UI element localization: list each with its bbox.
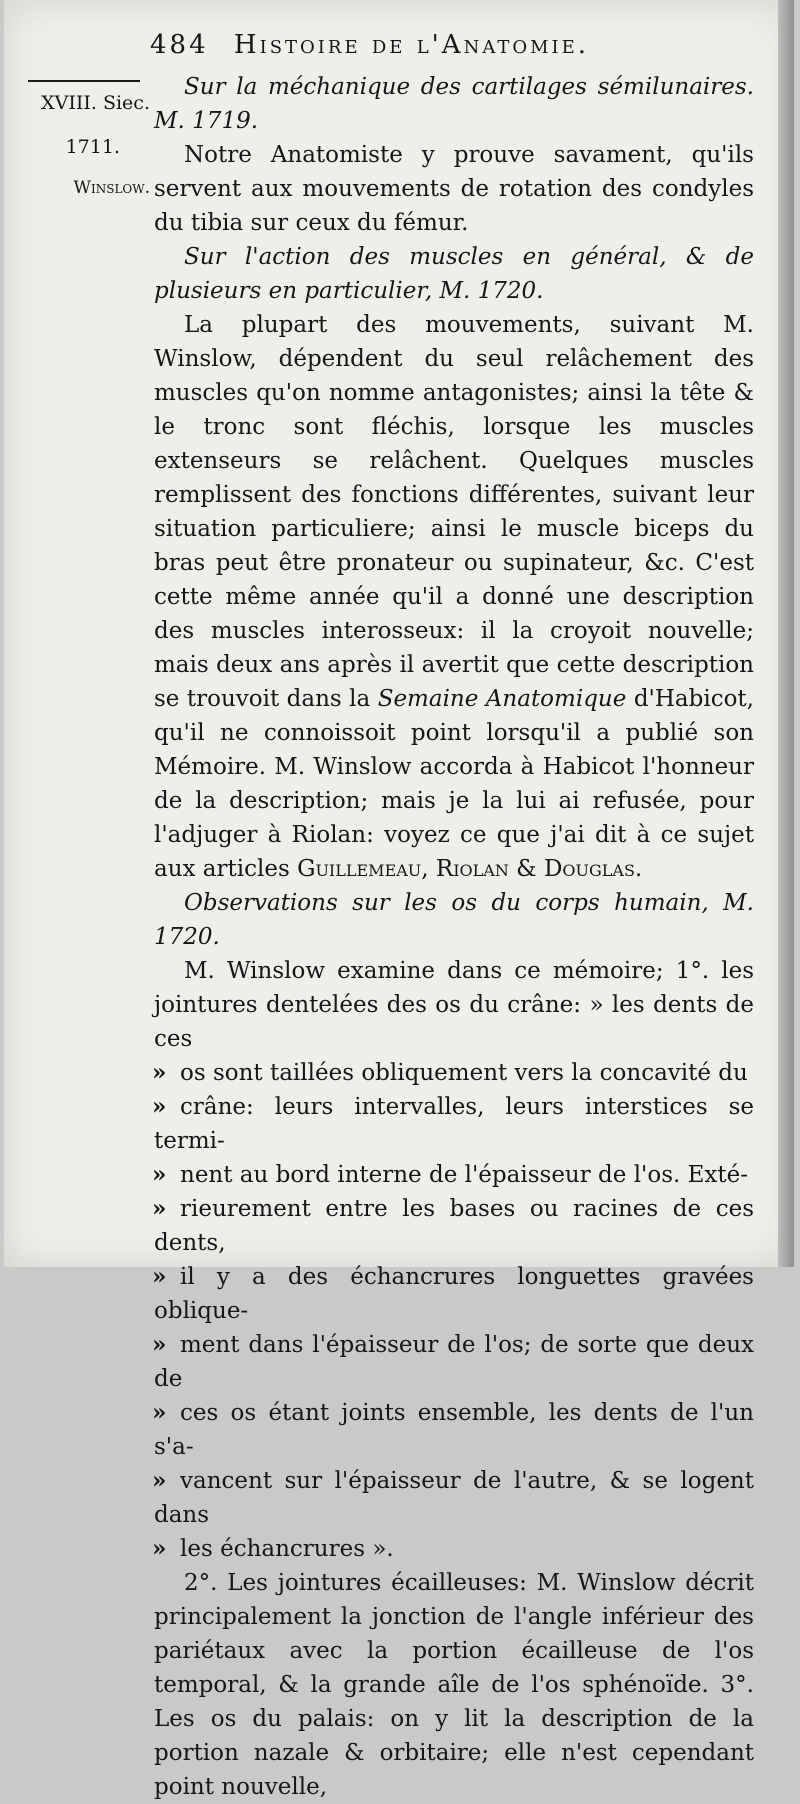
quote-text-3: nent au bord interne de l'épaisseur de l'os. Exté-	[180, 1162, 749, 1188]
section-title-muscles: Sur l'action des muscles en général, & de plusieurs en particulier, M. 1720.	[154, 244, 754, 304]
page-number: 484	[150, 30, 209, 60]
quote-text-2: crâne: leurs intervalles, leurs interstices se termi-	[154, 1094, 754, 1154]
margin-rule	[28, 80, 140, 82]
quote-line-9	[154, 1532, 754, 1566]
paragraph-muscles	[154, 308, 754, 886]
quote-text-4: rieurement entre les bases ou racines de ces dents,	[154, 1196, 754, 1256]
quote-text-7: ces os étant joints ensemble, les dents de l'un s'a-	[154, 1400, 754, 1460]
quote-mark: »	[152, 1399, 167, 1426]
quote-text-1: os sont taillées obliquement vers la concavité du	[180, 1060, 748, 1086]
page-body	[154, 70, 754, 1804]
semaine-anatomique-title: Semaine Anatomique	[377, 686, 627, 712]
quote-mark: »	[152, 1059, 167, 1086]
paragraph-os-lead-text: M. Winslow examine dans ce mémoire; 1°. les jointures dentelées des os du crâne:	[154, 958, 754, 1018]
quote-text-9: les échancrures ».	[180, 1536, 394, 1562]
quote-line-4	[154, 1192, 754, 1260]
quote-mark: »	[152, 1467, 167, 1494]
quote-line-5	[154, 1260, 754, 1328]
book-page	[4, 0, 794, 1800]
quote-mark: »	[152, 1263, 167, 1290]
quote-text-8: vancent sur l'épaisseur de l'autre, & se logent dans	[154, 1468, 754, 1528]
quote-line-7	[154, 1396, 754, 1464]
paragraph-muscles-part-b: d'Habicot, qu'il ne connoissoit point lorsqu'il a publié son Mémoire. M. Winslow accorda à Habicot l'honneur de la description; mais je la lui ai refusée, pour l'adjuger à Riolan: voyez ce que j'ai dit à ce sujet aux articles	[154, 686, 754, 882]
quote-text-6: ment dans l'épaisseur de l'os; de sorte que deux de	[154, 1332, 754, 1392]
page-header	[150, 30, 760, 70]
quote-mark: »	[152, 1195, 167, 1222]
quote-mark: »	[152, 1535, 167, 1562]
quote-mark: »	[152, 1331, 167, 1358]
page-gutter-shadow	[778, 0, 794, 1267]
quote-text-5: il y a des échancrures longuettes gravées oblique-	[154, 1264, 754, 1324]
paragraph-os-lead	[154, 954, 754, 1056]
running-title: Histoire de l'Anatomie.	[233, 30, 590, 60]
article-names: Guillemeau, Riolan & Douglas.	[297, 856, 643, 882]
quote-line-1	[154, 1056, 754, 1090]
quote-line-2	[154, 1090, 754, 1158]
section-title-os: Observations sur les os du corps humain, M. 1720.	[154, 890, 754, 950]
section-title-cartilages: Sur la méchanique des cartilages sémilunaires. M. 1719.	[154, 74, 754, 134]
quote-line-0: » les dents de ces	[154, 992, 755, 1052]
margin-century: XVIII. Siec.	[41, 92, 150, 114]
quote-line-6	[154, 1328, 754, 1396]
quote-mark: »	[152, 1093, 167, 1120]
quote-line-3	[154, 1158, 754, 1192]
paragraph-jointures: 2°. Les jointures écailleuses: M. Winslow décrit principalement la jonction de l'angle inférieur des pariétaux avec la portion écailleuse de l'os temporal, & la grande aîle de l'os sphénoïde. 3°. Les os du palais: on y lit la description de la portion nazale & orbitaire; elle n'est cependant point nouvelle,	[154, 1570, 754, 1800]
margin-year: 1711.	[65, 136, 120, 158]
paragraph-muscles-part-a: La plupart des mouvements, suivant M. Winslow, dépendent du seul relâchement des muscles qu'on nomme antagonistes; ainsi la tête & le tronc sont fléchis, lorsque les muscles extenseurs se relâchent. Quelques muscles remplissent des fonctions différentes, suivant leur situation particuliere; ainsi le muscle biceps du bras peut être pronateur ou supinateur, &c. C'est cette même année qu'il a donné une description des muscles interosseux: il la croyoit nouvelle; mais deux ans après il avertit que cette description se trouvoit dans la	[154, 312, 754, 712]
paragraph-cartilages: Notre Anatomiste y prouve savament, qu'ils servent aux mouvements de rotation des condyles du tibia sur ceux du fémur.	[154, 142, 754, 236]
quote-line-8	[154, 1464, 754, 1532]
quote-mark: »	[152, 1161, 167, 1188]
margin-author: Winslow.	[73, 178, 150, 198]
